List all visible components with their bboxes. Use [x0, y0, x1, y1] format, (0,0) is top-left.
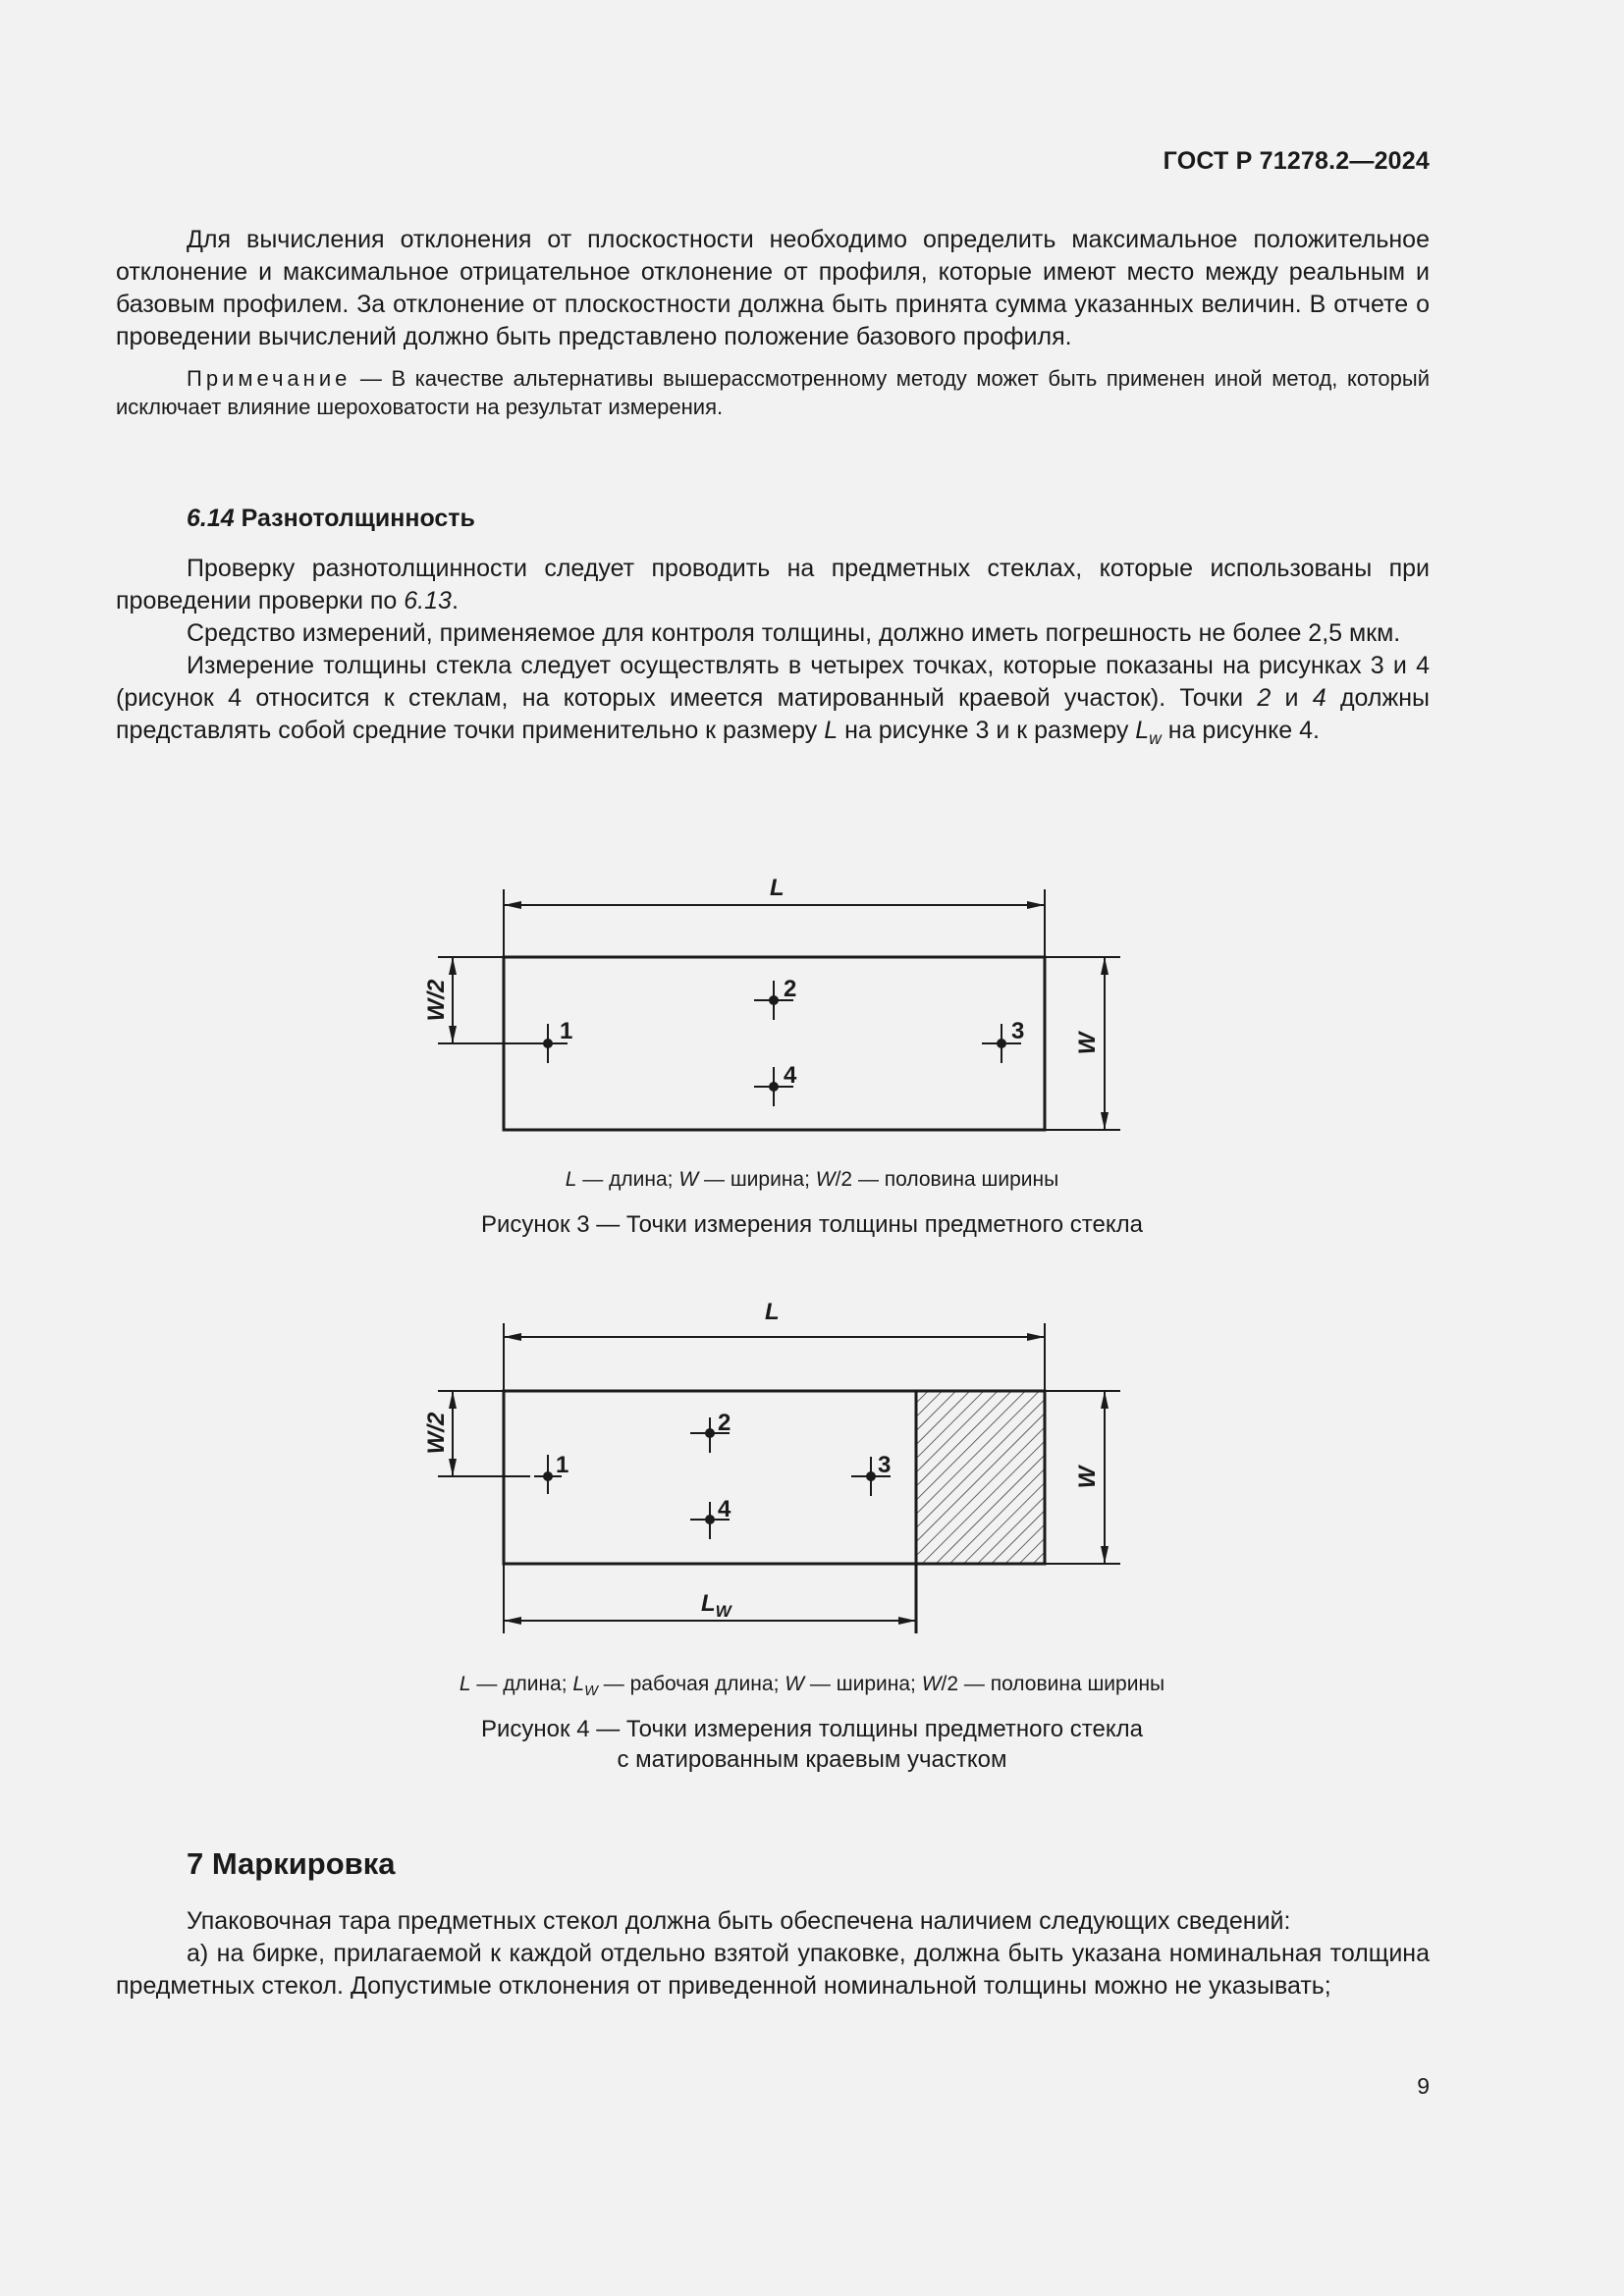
legend-L: L — [565, 1168, 577, 1191]
figure-4-diagram — [0, 1286, 1624, 1669]
section-number: 6.14 — [187, 505, 235, 532]
measurement-point-1 — [543, 1039, 553, 1048]
legend-Lw-letter: L — [572, 1673, 585, 1695]
legend-L: L — [459, 1673, 471, 1695]
dimension-Lw-ref — [1135, 717, 1162, 748]
paragraph-3-text: Измерение толщины стекла следует осуществлять в четырех точках, которые показаны на рисунках 3 и 4 (рисунок 4 относится к стеклам, на которых имеется матированный краевой участок). Точки — [116, 652, 1430, 712]
point-2-ref: 2 — [1257, 684, 1272, 712]
legend-W: W — [678, 1168, 699, 1191]
label-Lw — [701, 1590, 733, 1621]
dimension-L-ref: L — [824, 717, 839, 744]
legend-L-desc: — длина; — [470, 1673, 573, 1695]
paragraph-1-text: Проверку разнотолщинности следует проводить на предметных стеклах, которые использованы при проведении проверки по — [116, 555, 1430, 614]
arrow-head — [504, 901, 521, 909]
label-L: L — [770, 875, 785, 901]
figure-4-title — [0, 1714, 1624, 1775]
label-Lw-letter: L — [701, 1590, 716, 1617]
legend-Lw-desc: — рабочая длина; — [597, 1673, 785, 1695]
arrow-head — [449, 957, 457, 975]
label-W: W — [1074, 1466, 1101, 1489]
figure-3-diagram — [0, 854, 1624, 1168]
arrow-head — [449, 1459, 457, 1476]
paragraph-1-end: . — [451, 587, 459, 614]
point-label-1: 1 — [560, 1018, 573, 1044]
paragraph-1 — [116, 553, 1430, 617]
section-heading-7: 7 Маркировка — [187, 1846, 396, 1881]
label-W: W — [1074, 1032, 1101, 1055]
intro-paragraph: Для вычисления отклонения от плоскостности необходимо определить максимальное положительное отклонение и максимальное отрицательное отклонение от профиля, которые имеют место между реальным и базовым профилем. За отклонение от плоскостности должна быть принята сумма указанных величин. В отчете о проведении вычислений должно быть представлено положение базового профиля. — [116, 226, 1430, 350]
point-label-4: 4 — [718, 1496, 731, 1522]
note-text: — В качестве альтернативы вышерассмотренному методу может быть применен иной метод, который исключает влияние шероховатости на результат измерения. — [116, 366, 1430, 419]
measurement-point-2 — [705, 1428, 715, 1438]
figure-4-title-line-2: с матированным краевым участком — [617, 1746, 1007, 1773]
point-label-2: 2 — [718, 1410, 731, 1436]
Lw-letter: L — [1135, 717, 1150, 744]
paragraph-3 — [116, 650, 1430, 755]
paragraph-3-and: и — [1271, 684, 1313, 712]
matte-edge-area — [916, 1391, 1045, 1564]
arrow-head — [504, 1617, 521, 1625]
point-label-3: 3 — [878, 1452, 892, 1478]
point-4-ref: 4 — [1312, 684, 1326, 712]
legend-W2-desc: /2 — половина ширины — [941, 1673, 1165, 1695]
section-6-14-body — [116, 553, 1430, 755]
arrow-head — [1027, 1333, 1045, 1341]
arrow-head — [1101, 1546, 1109, 1564]
point-label-4: 4 — [784, 1062, 797, 1089]
figure-3-title: Рисунок 3 — Точки измерения толщины предметного стекла — [481, 1211, 1143, 1238]
paragraph-2: Средство измерений, применяемое для контроля толщины, должно иметь погрешность не более 2,5 мкм. — [187, 619, 1401, 647]
legend-W-desc: — ширина; — [804, 1673, 922, 1695]
figure-4-title-line-1: Рисунок 4 — Точки измерения толщины предметного стекла — [481, 1716, 1143, 1742]
arrow-head — [1101, 957, 1109, 975]
legend-L-desc: — длина; — [576, 1168, 679, 1191]
legend-W-desc: — ширина; — [698, 1168, 816, 1191]
measurement-point-4 — [705, 1515, 715, 1524]
label-W2: W/2 — [423, 1412, 450, 1455]
arrow-head — [1101, 1391, 1109, 1409]
legend-Lw — [572, 1673, 598, 1700]
point-label-2: 2 — [784, 976, 797, 1002]
arrow-head — [1027, 901, 1045, 909]
section-reference: 6.13 — [404, 587, 452, 614]
point-label-3: 3 — [1011, 1018, 1025, 1044]
legend-W2: W — [815, 1168, 836, 1191]
legend-W: W — [785, 1673, 805, 1695]
measurement-point-1 — [543, 1471, 553, 1481]
legend-W2: W — [921, 1673, 942, 1695]
section-7-body — [116, 1905, 1430, 2002]
section-7-paragraph-2: а) на бирке, прилагаемой к каждой отдельно взятой упаковке, должна быть указана номинальная толщина предметных стекол. Допустимые отклонения от приведенной номинальной толщины можно не указывать; — [116, 1940, 1430, 2000]
arrow-head — [449, 1026, 457, 1043]
intro-block — [116, 224, 1430, 421]
label-W2: W/2 — [423, 979, 450, 1022]
figure-3-legend — [0, 1168, 1624, 1192]
measurement-point-3 — [997, 1039, 1006, 1048]
paragraph-3-text-b: должны представлять собой средние точки применительно к размеру — [116, 684, 1431, 744]
measurement-point-4 — [769, 1082, 779, 1092]
label-L: L — [765, 1299, 780, 1325]
section-title: Разнотолщинность — [234, 505, 475, 532]
legend-Lw-subscript: W — [584, 1683, 598, 1700]
measurement-point-3 — [866, 1471, 876, 1481]
Lw-subscript: w — [1149, 728, 1162, 748]
arrow-head — [504, 1333, 521, 1341]
section-7-paragraph-1: Упаковочная тара предметных стекол должна быть обеспечена наличием следующих сведений: — [187, 1907, 1291, 1935]
arrow-head — [1101, 1112, 1109, 1130]
label-Lw-subscript: W — [715, 1602, 731, 1621]
page-number: 9 — [1417, 2073, 1430, 2099]
arrow-head — [449, 1391, 457, 1409]
point-label-1: 1 — [556, 1452, 569, 1478]
note-label: Примечание — [187, 366, 352, 391]
measurement-point-2 — [769, 995, 779, 1005]
paragraph-3-text-d: на рисунке 4. — [1161, 717, 1321, 744]
arrow-head — [898, 1617, 916, 1625]
note — [116, 364, 1430, 421]
legend-W2-desc: /2 — половина ширины — [835, 1168, 1059, 1191]
standard-code: ГОСТ Р 71278.2—2024 — [1163, 147, 1430, 175]
figure-4-legend — [0, 1673, 1624, 1699]
section-heading-6-14 — [187, 505, 475, 533]
paragraph-3-text-c: на рисунке 3 и к размеру — [838, 717, 1136, 744]
